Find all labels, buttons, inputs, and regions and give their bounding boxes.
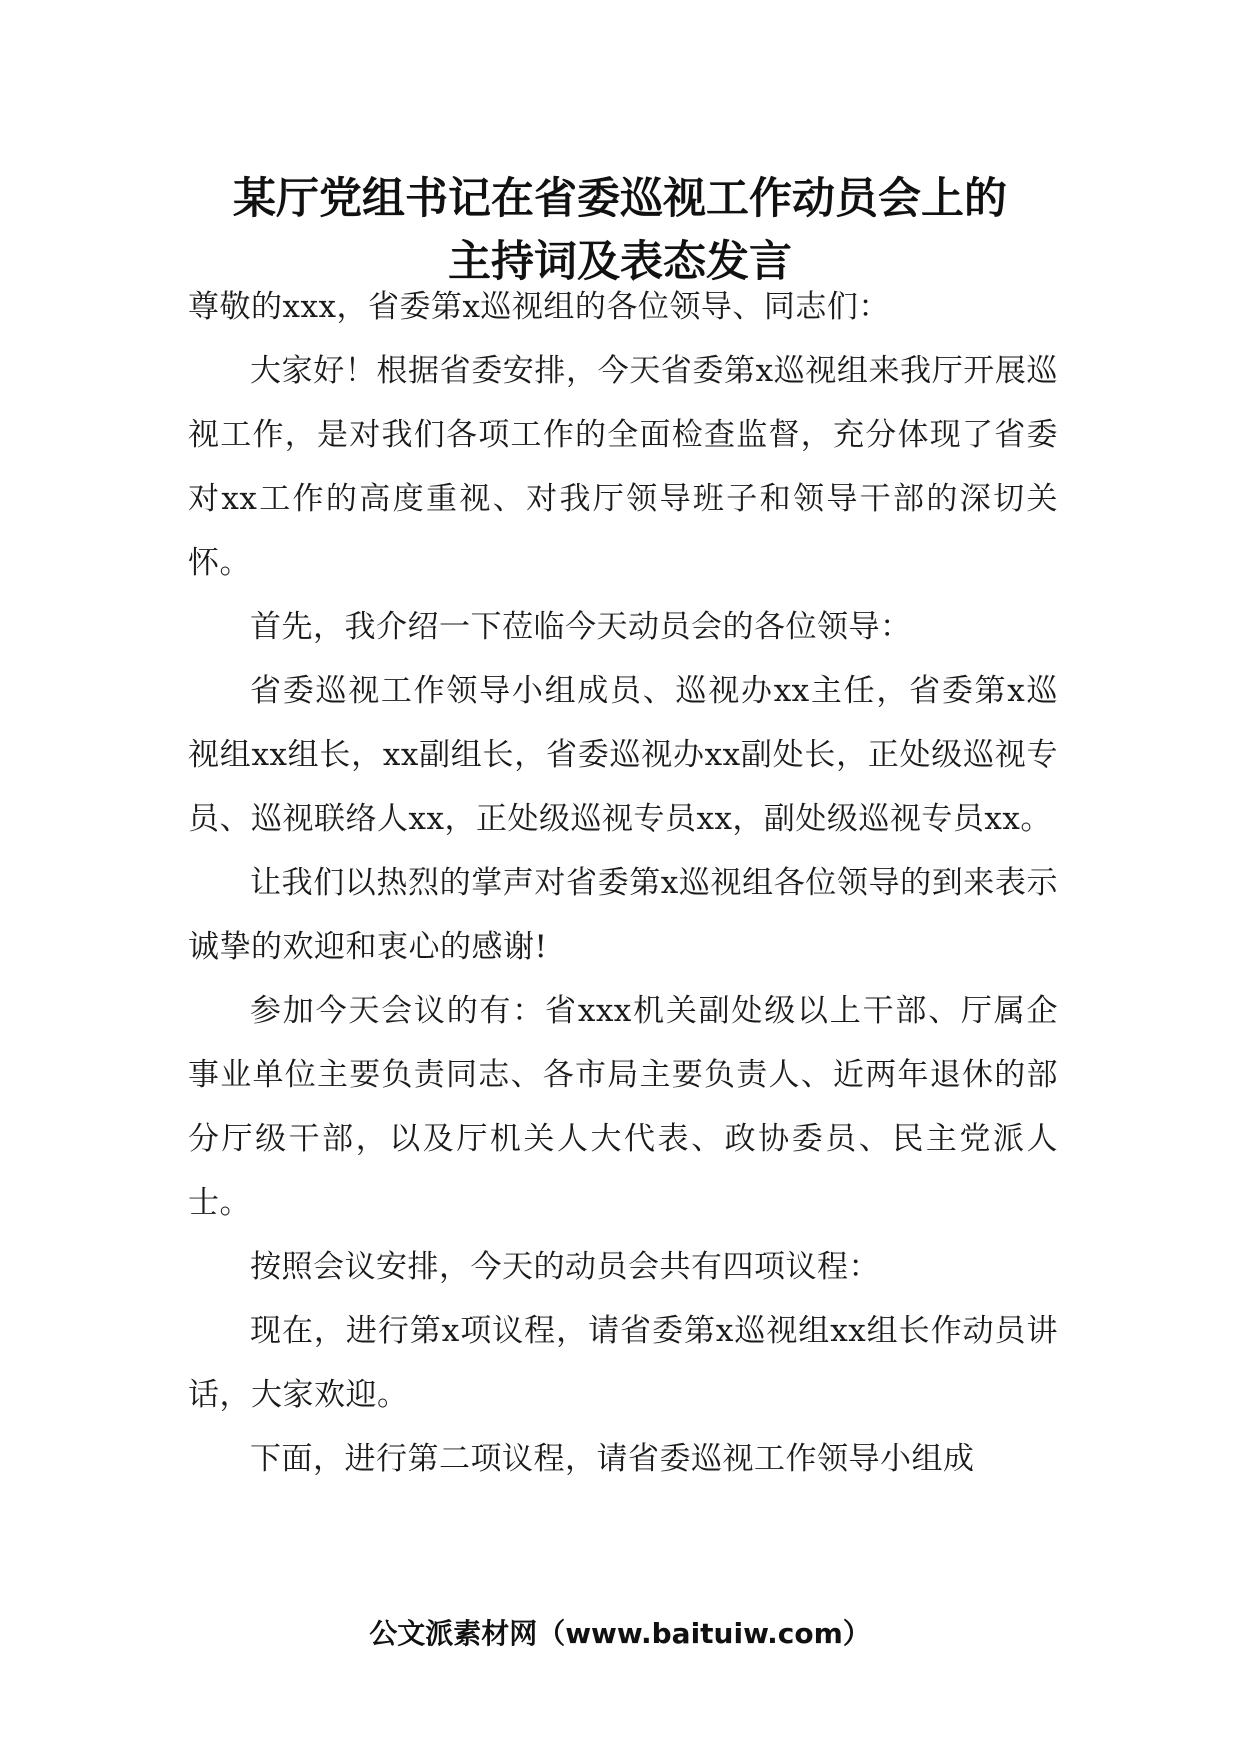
paragraph-greeting: 大家好！根据省委安排，今天省委第x巡视组来我厅开展巡视工作，是对我们各项工作的全面检查监督，充分体现了省委对xx工作的高度重视、对我厅领导班子和领导干部的深切关怀。 xyxy=(188,353,1058,581)
paragraph-first-item: 现在，进行第x项议程，请省委第x巡视组xx组长作动员讲话，大家欢迎。 xyxy=(188,1313,1058,1413)
title-line-1: 某厅党组书记在省委巡视工作动员会上的 xyxy=(233,174,1007,224)
paragraph-introduction: 首先，我介绍一下莅临今天动员会的各位领导： xyxy=(250,609,912,645)
paragraph-leaders-list: 省委巡视工作领导小组成员、巡视办xx主任，省委第x巡视组xx组长，xx副组长，省委巡视办xx副处长，正处级巡视专员、巡视联络人xx，正处级巡视专员xx，副处级巡视专员xx。 xyxy=(188,673,1058,837)
paragraph-second-item: 下面，进行第二项议程，请省委巡视工作领导小组成 xyxy=(250,1441,975,1477)
title-line-2: 主持词及表态发言 xyxy=(448,237,792,287)
salutation: 尊敬的xxx，省委第x巡视组的各位领导、同志们： xyxy=(188,289,890,325)
document-body xyxy=(188,275,1058,1491)
paragraph-welcome: 让我们以热烈的掌声对省委第x巡视组各位领导的到来表示诚挚的欢迎和衷心的感谢! xyxy=(188,865,1058,965)
source-footer: 公文派素材网（www.baituiw.com） xyxy=(369,1617,871,1650)
paragraph-attendees: 参加今天会议的有：省xxx机关副处级以上干部、厅属企事业单位主要负责同志、各市局主要负责人、近两年退休的部分厅级干部，以及厅机关人大代表、政协委员、民主党派人士。 xyxy=(188,993,1058,1221)
paragraph-agenda: 按照会议安排，今天的动员会共有四项议程： xyxy=(250,1249,880,1285)
